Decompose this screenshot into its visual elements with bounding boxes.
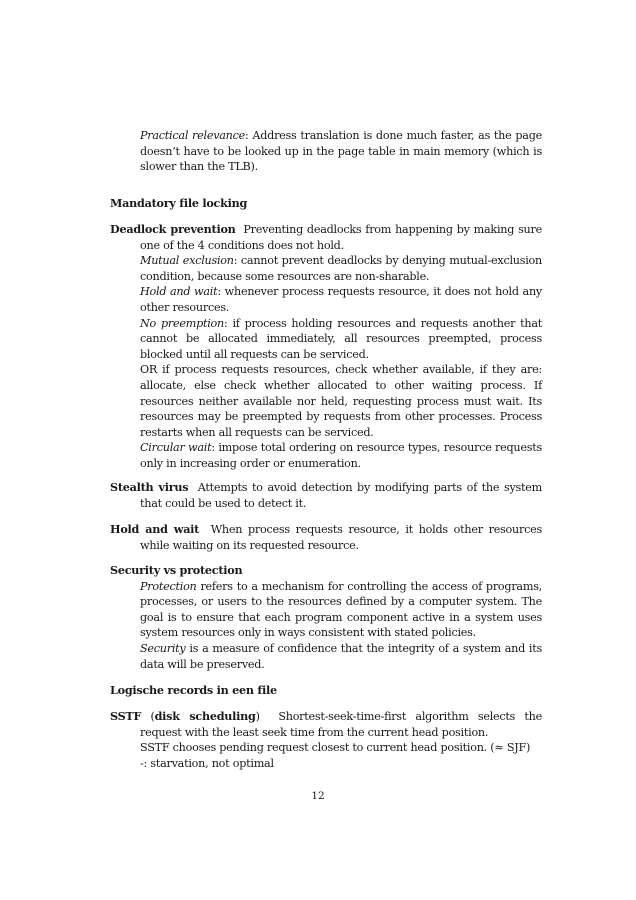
- deadlock-prevention-definition: [110, 222, 542, 253]
- tlb-continuation: [110, 128, 542, 175]
- protection-label: Protection: [140, 579, 197, 593]
- stealth-virus-definition: [110, 480, 542, 511]
- entry-hold-and-wait: [110, 522, 542, 553]
- circular-wait-paragraph: [140, 440, 542, 471]
- hold-and-wait-text: : whenever process requests resource, it does not hold any other resources.: [140, 285, 542, 314]
- mutual-exclusion-label: Mutual exclusion: [140, 254, 234, 268]
- hold-and-wait-paragraph: [140, 284, 542, 315]
- entry-sstf: [110, 709, 542, 771]
- sstf-qualifier: disk scheduling: [154, 709, 256, 723]
- sstf-definition: [110, 709, 542, 740]
- circular-wait-text: : impose total ordering on resource types, resource requests only in increasing order or enumeration.: [140, 441, 542, 470]
- security-paragraph: [140, 641, 542, 672]
- or-paragraph: OR if process requests resources, check whether available, if they are: allocate, else check whether allocated to other waiting process. If resources neither available nor held, requesting process must wait. Its resources may be preempted by requests from other processes. Process restarts when all requests can be serviced.: [140, 363, 542, 439]
- sstf-line-2: SSTF chooses pending request closest to current head position. (≈ SJF): [140, 741, 531, 755]
- practical-relevance-label: Practical relevance: [140, 129, 246, 142]
- entry-deadlock-prevention: [110, 222, 542, 472]
- hold-and-wait-label: Hold and wait: [140, 285, 218, 299]
- hold-and-wait-definition: [110, 522, 542, 553]
- mutual-exclusion-paragraph: [140, 253, 542, 284]
- entry-security-vs-protection: [110, 563, 542, 672]
- term-stealth-virus: Stealth virus: [110, 480, 189, 494]
- entry-logische-records: [110, 683, 542, 699]
- term-logische-records: Logische records in een file: [110, 683, 277, 697]
- stealth-virus-text: Attempts to avoid detection by modifying parts of the system that could be used to detect it.: [140, 481, 542, 510]
- protection-paragraph: [140, 579, 542, 641]
- term-deadlock-prevention: Deadlock prevention: [110, 222, 236, 236]
- sstf-line-3: -: starvation, not optimal: [140, 756, 274, 770]
- sstf-qualifier-open: (: [141, 710, 155, 723]
- term-mandatory-file-locking: Mandatory file locking: [110, 196, 248, 210]
- no-preemption-paragraph: [140, 316, 542, 363]
- no-preemption-label: No preemption: [140, 316, 224, 330]
- term-security-vs-protection: Security vs protection: [110, 563, 243, 577]
- page-number: 12: [311, 790, 325, 802]
- sstf-qualifier-close: ): [255, 710, 260, 723]
- term-hold-and-wait: Hold and wait: [110, 522, 200, 536]
- mutual-exclusion-text: : cannot prevent deadlocks by denying mutual-exclusion condition, because some resources are non-sharable.: [140, 254, 542, 283]
- deadlock-prevention-text: Preventing deadlocks from happening by making sure one of the 4 conditions does not hold.: [140, 223, 542, 252]
- protection-text: refers to a mechanism for controlling the access of programs, processes, or users to the resources defined by a computer system. The goal is to ensure that each program component active in a system uses system resources only in ways consistent with stated policies.: [140, 579, 542, 640]
- circular-wait-label: Circular wait: [140, 441, 212, 455]
- sstf-definition-text: Shortest-seek-time-first algorithm selects the request with the least seek time from the current head position.: [140, 710, 543, 739]
- entry-stealth-virus: [110, 480, 542, 511]
- practical-relevance-text: : Address translation is done much faster, as the page doesn’t have to be looked up in the page table in main memory (which is slower than the TLB).: [140, 129, 542, 174]
- hold-and-wait-definition-text: When process requests resource, it holds other resources while waiting on its requested resource.: [140, 523, 542, 552]
- security-text: is a measure of confidence that the integrity of a system and its data will be preserved.: [140, 641, 542, 671]
- no-preemption-text: : if process holding resources and requests another that cannot be allocated immediately, all resources preempted, process blocked until all requests can be serviced.: [140, 316, 542, 361]
- entry-mandatory-file-locking: [110, 196, 542, 212]
- practical-relevance-paragraph: [140, 128, 542, 175]
- security-label: Security: [140, 641, 186, 655]
- term-sstf: SSTF: [110, 709, 142, 723]
